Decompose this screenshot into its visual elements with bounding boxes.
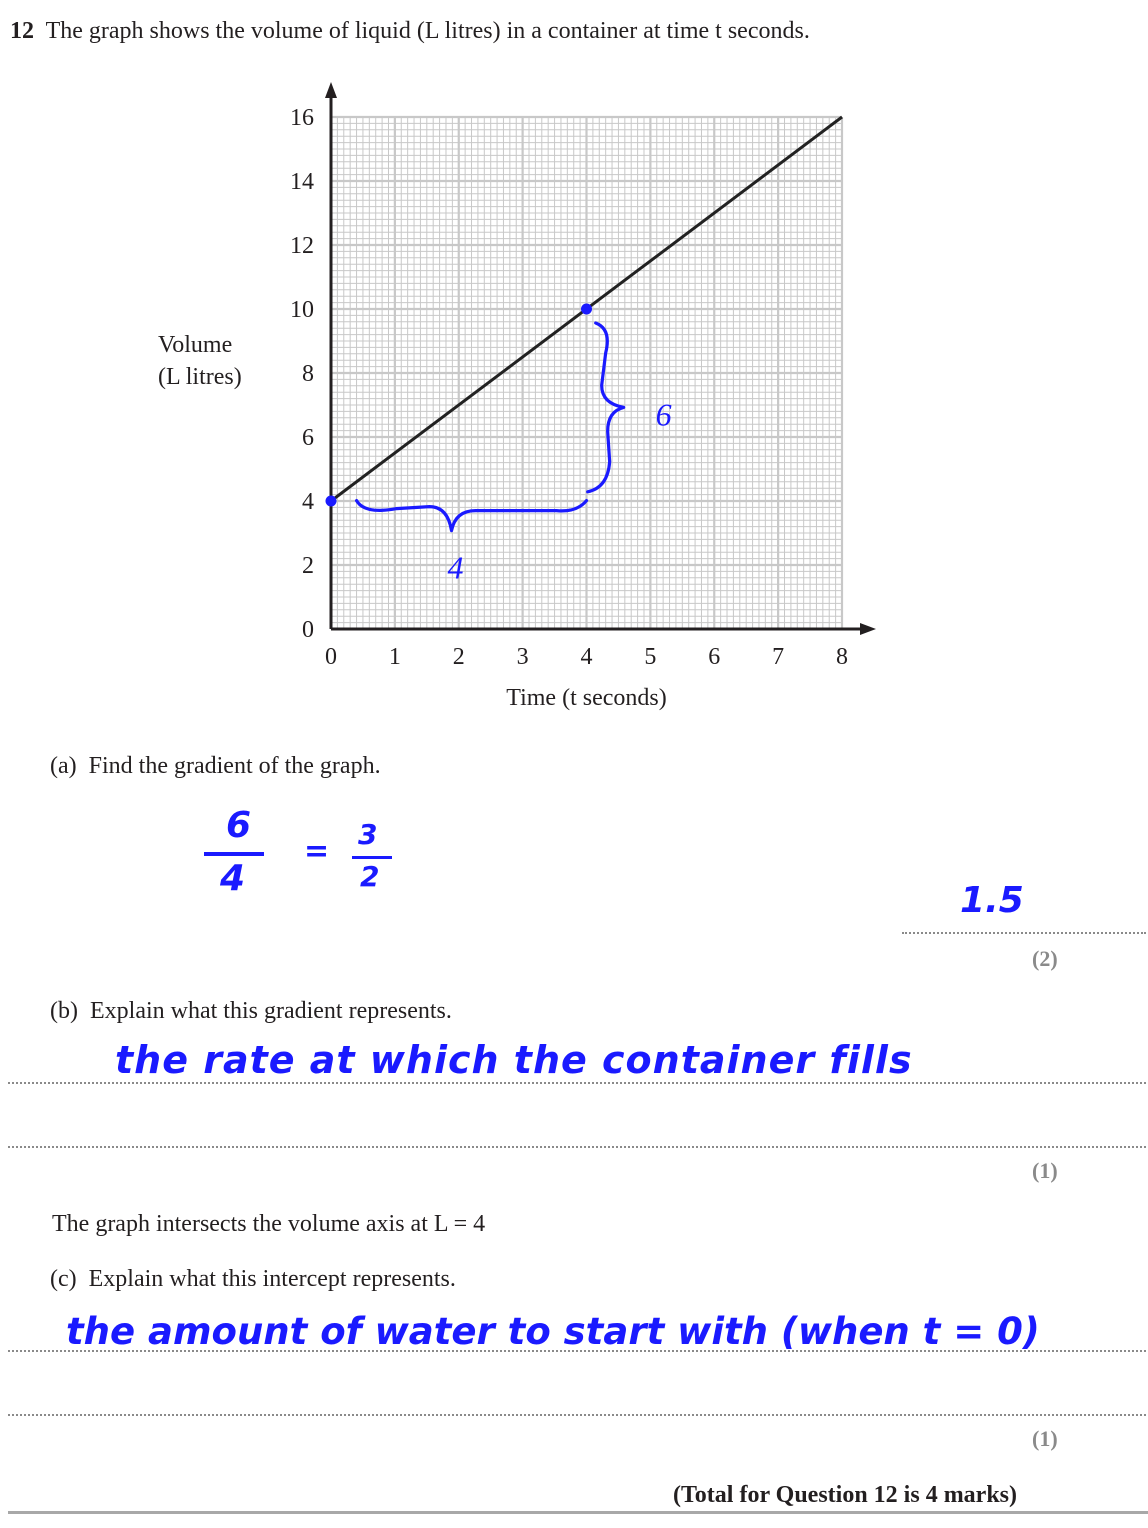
x-tick-label: 6 (708, 644, 721, 670)
working-fraction-bar-1 (204, 852, 264, 856)
marked-point (581, 304, 592, 315)
part-a-question (50, 753, 381, 780)
working-fraction-bar-2 (352, 856, 392, 859)
part-a-answer-line (902, 932, 1146, 934)
y-tick-label: 2 (302, 553, 314, 579)
x-tick-label: 5 (644, 644, 657, 670)
working-equals: = (304, 834, 330, 869)
part-b-prompt: Explain what this gradient represents. (89, 998, 452, 1024)
y-tick-label: 16 (290, 105, 314, 131)
rise-label: 6 (655, 396, 672, 433)
grid (331, 117, 842, 629)
working-denominator-1: 4 (220, 858, 246, 899)
part-a-answer: 1.5 (960, 880, 1024, 921)
intercept-statement: The graph intersects the volume axis at L = 4 (52, 1211, 486, 1237)
y-tick-label: 12 (290, 233, 314, 259)
x-tick-label: 4 (580, 644, 593, 670)
handwritten-annotations (326, 304, 672, 586)
part-c-label: (c) (50, 1266, 77, 1292)
x-axis-arrow (860, 623, 876, 635)
part-b-answer-line-1 (8, 1082, 1146, 1084)
marked-point (326, 496, 337, 507)
x-tick-label: 3 (516, 644, 529, 670)
part-b-marks: (1) (1032, 1158, 1058, 1183)
part-b-answer-line-2 (8, 1146, 1146, 1148)
y-axis-label-line1: Volume (158, 332, 233, 358)
y-tick-label: 8 (302, 361, 314, 387)
part-a-label: (a) (50, 753, 77, 779)
part-b-label: (b) (50, 998, 78, 1024)
part-b-answer: the rate at which the container fills (115, 1038, 913, 1082)
x-tick-label: 8 (836, 644, 848, 670)
question-stem: The graph shows the volume of liquid (L litres) in a container at time t seconds. (45, 18, 810, 44)
y-axis-arrow (325, 82, 337, 98)
part-c-prompt: Explain what this intercept represents. (88, 1266, 456, 1292)
part-c-marks: (1) (1032, 1426, 1058, 1451)
x-tick-label: 2 (452, 644, 465, 670)
working-denominator-2: 2 (360, 860, 380, 893)
x-axis-label: Time (t seconds) (506, 685, 667, 711)
working-numerator-2: 3 (358, 818, 378, 851)
part-c-answer: the amount of water to start with (when t = 0) (66, 1310, 1040, 1353)
y-tick-label: 4 (302, 489, 314, 515)
y-tick-label: 10 (290, 297, 314, 323)
y-tick-label: 6 (302, 425, 314, 451)
part-c-answer-line-1 (8, 1350, 1146, 1352)
volume-time-graph (0, 0, 1148, 760)
question-total: (Total for Question 12 is 4 marks) (673, 1482, 1018, 1508)
x-tick-label: 1 (388, 644, 401, 670)
x-tick-label: 0 (325, 644, 337, 670)
run-label: 4 (447, 549, 464, 586)
tick-labels (290, 105, 848, 670)
part-c-question (50, 1266, 456, 1293)
part-b-question (50, 998, 452, 1025)
question-number: 12 (10, 18, 34, 44)
working-numerator-1: 6 (226, 805, 252, 846)
y-tick-label: 0 (302, 617, 314, 643)
bottom-rule (8, 1511, 1148, 1514)
y-axis-label-line2: (L litres) (158, 364, 242, 390)
x-tick-label: 7 (772, 644, 785, 670)
part-a-marks: (2) (1032, 946, 1058, 971)
part-a-prompt: Find the gradient of the graph. (88, 753, 381, 779)
y-tick-label: 14 (290, 169, 314, 195)
part-c-answer-line-2 (8, 1414, 1146, 1416)
